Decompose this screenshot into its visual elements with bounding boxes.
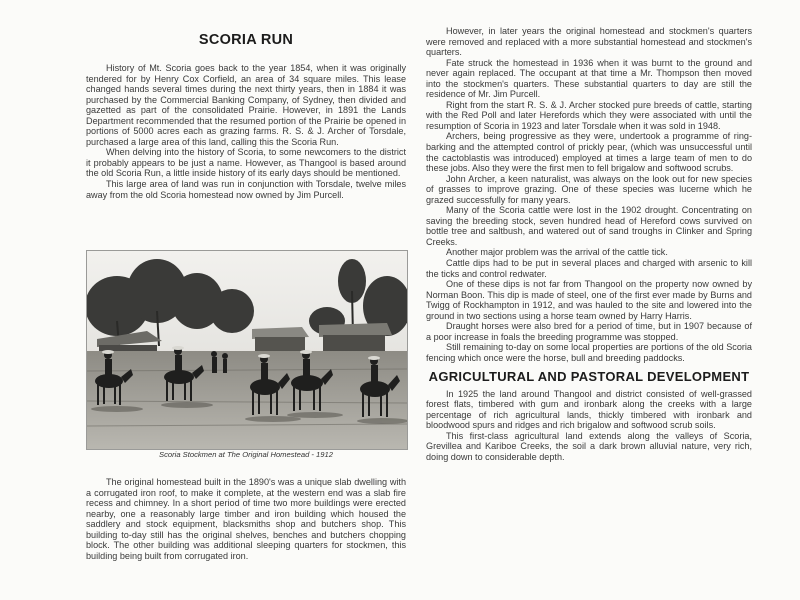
right-text bbox=[426, 26, 752, 462]
paragraph: In 1925 the land around Thangool and district consisted of well-grassed forest flats, timbered with gum and ironbark along the creeks with a large percentage of rich agricultural lands, thickly timbered with ironbark and bloodwood spurs and ridges and rich brigalow and softwood scrub soils. bbox=[426, 388, 752, 431]
paragraph: This first-class agricultural land extends along the valleys of Scoria, Grevillea and Kariboe Creeks, the soil a dark brown alluvial nature, very rich, doing down to considerable depth. bbox=[426, 430, 752, 462]
stockmen-photo-illustration bbox=[87, 251, 407, 449]
paragraph: Cattle dips had to be put in several places and charged with arsenic to kill the ticks and control redwater. bbox=[426, 258, 752, 279]
paragraph: When delving into the history of Scoria, to some newcomers to the district it probably appears to be just a name. However, as Thangool is based around the old Scoria Run, a little inside history of its early days should be mentioned. bbox=[86, 147, 406, 179]
historic-photo bbox=[86, 250, 408, 450]
photo-caption: Scoria Stockmen at The Original Homestead - 1912 bbox=[159, 450, 333, 459]
section-heading: AGRICULTURAL AND PASTORAL DEVELOPMENT bbox=[428, 368, 750, 384]
intro-text bbox=[86, 63, 406, 200]
paragraph: One of these dips is not far from Thangool on the property now owned by Norman Boon. This dip is made of steel, one of the first ever made by Burns and Twigg of Rockhampton in 1912, and was hauled to the site and lowered into the ground in two sections using a horse team owned by Harry Harris. bbox=[426, 279, 752, 321]
paragraph: Still remaining to-day on some local properties are portions of the old Scoria fencing which once were the horse, bull and breeding paddocks. bbox=[426, 342, 752, 363]
homestead-text bbox=[86, 477, 406, 561]
paragraph: Another major problem was the arrival of the cattle tick. bbox=[446, 247, 668, 258]
paragraph: This large area of land was run in conjunction with Torsdale, twelve miles away from the old Scoria homestead now owned by Jim Purcell. bbox=[86, 179, 406, 200]
paragraph: However, in later years the original homestead and stockmen's quarters were removed and replaced with a more substantial homestead and stockmen's quarters. bbox=[426, 26, 752, 58]
paragraph: Archers, being progressive as they were, undertook a programme of ring-barking and the attempted control of prickly pear, (which was unsuccessful until the cactoblastis was introduced) employed at times a large team of men to do these jobs. Also they were the first men to fell brigalow and softwood scrubs. bbox=[426, 131, 752, 174]
paragraph: History of Mt. Scoria goes back to the year 1854, when it was originally tendered for by Henry Cox Corfield, an area of 34 square miles. This lease changed hands several times during the next thirty years, then in 1884 it was purchased by the Commercial Banking Company, of Sydney, then divided and gazetted as part of the consolidated Prairie. However, in 1891 the Lands Department recommended that the resumed portion of the Prairie be opened in portions of 5000 acres each as grazing farms. R. S. & J. Archer of Torsdale, purchased a large area of this land, calling this the Scoria Run. bbox=[86, 63, 406, 147]
page-title: SCORIA RUN bbox=[198, 32, 294, 48]
paragraph: John Archer, a keen naturalist, was always on the look out for new species of grasses to improve grazing. One of these species was lucerne which he grazed successfully for many years. bbox=[426, 173, 752, 205]
paragraph: Many of the Scoria cattle were lost in the 1902 drought. Concentrating on saving the breeding stock, seven hundred head of Hereford cows survived on bottle tree and saltbush, and watered out of sand troughs in Clinker and Spring Creeks. bbox=[426, 205, 752, 247]
paragraph: Right from the start R. S. & J. Archer stocked pure breeds of cattle, starting with the Red Poll and later Herefords which they were associated with until the resumption of Scoria in 1923 and later Torsdale when it was sold in 1948. bbox=[426, 99, 752, 131]
paragraph: Draught horses were also bred for a period of time, but in 1907 because of a poor increase in foals the breeding programme was stopped. bbox=[426, 321, 752, 342]
paragraph: The original homestead built in the 1890's was a unique slab dwelling with a corrugated iron roof, to make it complete, at the western end was a slab fire recess and chimney. In a short period of time two more buildings were erected nearby, one a reasonably large timber and iron building which housed the saddlery and stock equipment, blacksmiths shop and butchers shop. This building to-day still has the original shelves, benches and butchers chopping block. The other building was additional sleeping quarters for stockmen, this building being built from corrugated iron. bbox=[86, 477, 406, 561]
paragraph: Fate struck the homestead in 1936 when it was burnt to the ground and never again replaced. The occupant at that time a Mr. Thompson then moved into the stockmen's quarters. These substantial quarters to day are still the residence of Mr. Jim Purcell. bbox=[426, 57, 752, 100]
